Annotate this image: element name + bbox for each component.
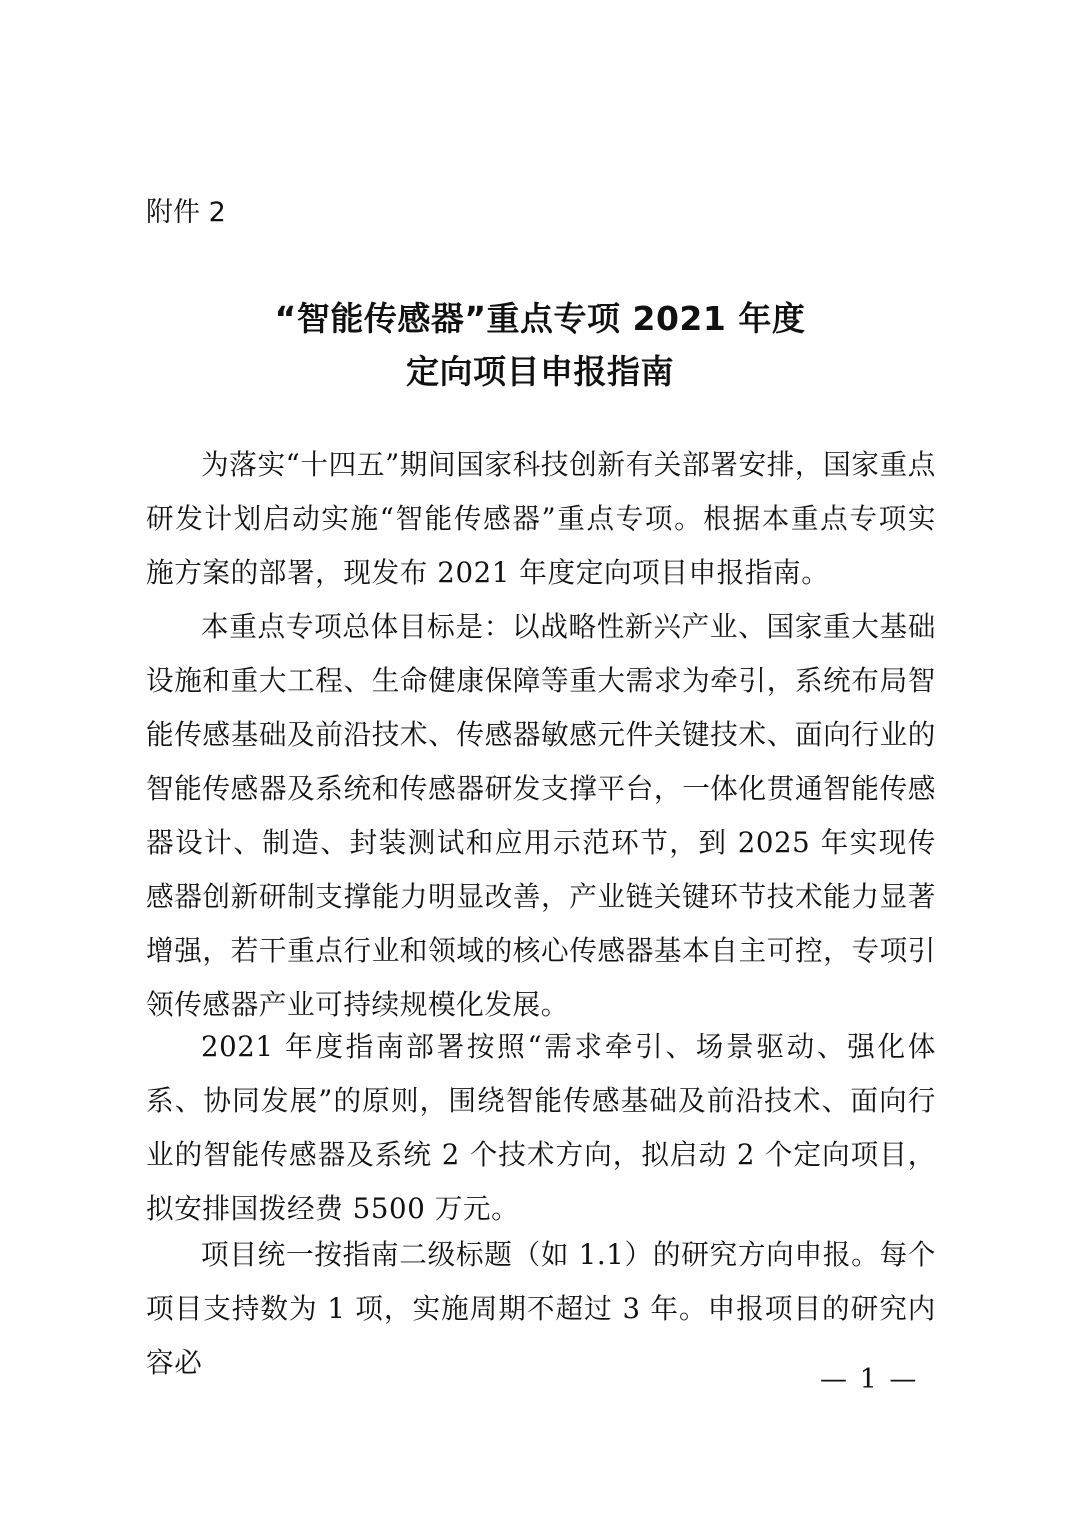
document-title-line-1: “智能传感器”重点专项 2021 年度 bbox=[274, 299, 806, 338]
document-title-line-2: 定向项目申报指南 bbox=[406, 352, 674, 391]
page-number: — 1 — bbox=[820, 1364, 919, 1395]
body-paragraph-1: 为落实“十四五”期间国家科技创新有关部署安排，国家重点研发计划启动实施“智能传感器”重点专项。根据本重点专项实施方案的部署，现发布 2021 年度定向项目申报指南。 bbox=[146, 448, 936, 589]
attachment-label: 附件 2 bbox=[146, 197, 226, 228]
body-paragraph-4: 项目统一按指南二级标题（如 1.1）的研究方向申报。每个项目支持数为 1 项，实施周期不超过 3 年。申报项目的研究内容必 bbox=[146, 1238, 936, 1379]
body-paragraph-2: 本重点专项总体目标是：以战略性新兴产业、国家重大基础设施和重大工程、生命健康保障等重大需求为牵引，系统布局智能传感基础及前沿技术、传感器敏感元件关键技术、面向行业的智能传感器及系统和传感器研发支撑平台，一体化贯通智能传感器设计、制造、封装测试和应用示范环节，到 2025 年实现传感器创新研制支撑能力明显改善，产业链关键环节技术能力显著增强，若干重点行业和领域的核心传感器基本自主可控，专项引领传感器产业可持续规模化发展。 bbox=[146, 610, 936, 1021]
body-paragraph-3: 2021 年度指南部署按照“需求牵引、场景驱动、强化体系、协同发展”的原则，围绕智能传感基础及前沿技术、面向行业的智能传感器及系统 2 个技术方向，拟启动 2 个定向项目，拟安排国拨经费 5500 万元。 bbox=[146, 1030, 936, 1225]
